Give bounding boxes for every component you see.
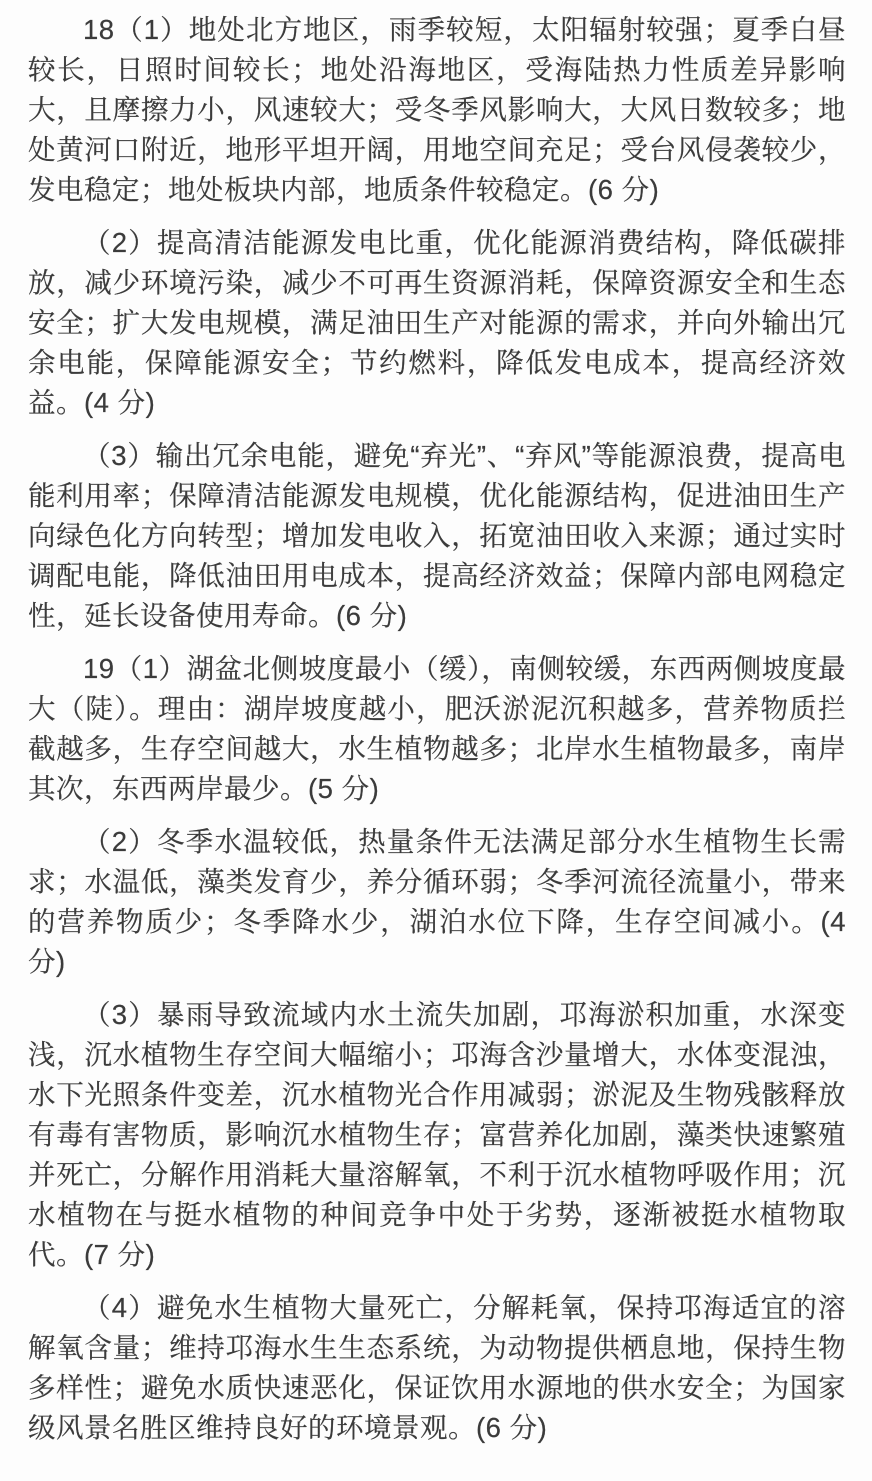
answer-paragraph-18-3: （3）输出冗余电能，避免“弃光”、“弃风”等能源浪费，提高电能利用率；保障清洁能源发电规模，优化能源结构，促进油田生产向绿色化方向转型；增加发电收入，拓宽油田收入来源；通过实时调配电能，降低油田用电成本，提高经济效益；保障内部电网稳定性，延长设备使用寿命。(6 分)	[28, 440, 846, 631]
answer-paragraph-19-3: （3）暴雨导致流域内水土流失加剧，邛海淤积加重，水深变浅，沉水植物生存空间大幅缩小；邛海含沙量增大，水体变混浊，水下光照条件变差，沉水植物光合作用减弱；淤泥及生物残骸释放有毒有害物质，影响沉水植物生存；富营养化加剧，藻类快速繁殖并死亡，分解作用消耗大量溶解氧，不利于沉水植物呼吸作用；沉水植物在与挺水植物的种间竞争中处于劣势，逐渐被挺水植物取代。(7 分)	[28, 999, 846, 1270]
answer-paragraph-18-2: （2）提高清洁能源发电比重，优化能源消费结构，降低碳排放，减少环境污染，减少不可再生资源消耗，保障资源安全和生态安全；扩大发电规模，满足油田生产对能源的需求，并向外输出冗余电能，保障能源安全；节约燃料，降低发电成本，提高经济效益。(4 分)	[28, 227, 846, 418]
answer-paragraph-18-1: 18（1）地处北方地区，雨季较短，太阳辐射较强；夏季白昼较长，日照时间较长；地处沿海地区，受海陆热力性质差异影响大，且摩擦力小，风速较大；受冬季风影响大，大风日数较多；地处黄河口附近，地形平坦开阔，用地空间充足；受台风侵袭较少，发电稳定；地处板块内部，地质条件较稳定。(6 分)	[28, 14, 846, 205]
answer-paragraph-19-2: （2）冬季水温较低，热量条件无法满足部分水生植物生长需求；水温低，藻类发育少，养分循环弱；冬季河流径流量小，带来的营养物质少；冬季降水少，湖泊水位下降，生存空间减小。(4 分)	[28, 826, 846, 977]
answer-paragraph-19-4: （4）避免水生植物大量死亡，分解耗氧，保持邛海适宜的溶解氧含量；维持邛海水生生态系统，为动物提供栖息地，保持生物多样性；避免水质快速恶化，保证饮用水源地的供水安全；为国家级风景名胜区维持良好的环境景观。(6 分)	[28, 1292, 846, 1443]
answer-paragraph-19-1: 19（1）湖盆北侧坡度最小（缓），南侧较缓，东西两侧坡度最大（陡）。理由：湖岸坡度越小，肥沃淤泥沉积越多，营养物质拦截越多，生存空间越大，水生植物越多；北岸水生植物最多，南岸其次，东西两岸最少。(5 分)	[28, 653, 846, 804]
